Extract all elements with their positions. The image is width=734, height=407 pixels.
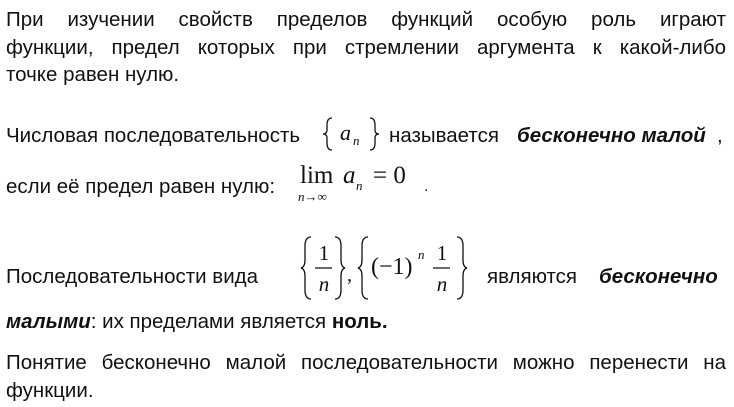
p3-zero: ноль. bbox=[331, 310, 388, 333]
minus-one: (−1) bbox=[371, 254, 413, 280]
lim-eq: = 0 bbox=[373, 162, 406, 189]
frac2-num: 1 bbox=[436, 241, 448, 265]
p3-text-before: Последовательности вида bbox=[6, 265, 259, 288]
p1-line3: точке равен нулю. bbox=[6, 63, 180, 86]
p2-line2: если её предел равен нулю: bbox=[6, 175, 276, 198]
p3-text-are: являются bbox=[487, 265, 578, 288]
seq-sub: n bbox=[353, 133, 360, 148]
sep-comma: , bbox=[347, 264, 352, 286]
frac1-den: n bbox=[318, 272, 330, 296]
p2-comma: , bbox=[717, 124, 723, 147]
seq-var: a bbox=[340, 120, 351, 145]
power-n: n bbox=[418, 247, 425, 262]
lim-var-sub: n bbox=[356, 178, 363, 193]
lim-under: n→∞ bbox=[298, 189, 327, 204]
lim-text: lim bbox=[300, 162, 334, 189]
p3-line2-rest: : их пределами является bbox=[90, 310, 327, 333]
p4-line1: Понятие бесконечно малой последовательности можно перенести на bbox=[6, 351, 726, 374]
p4-line2: функции. bbox=[6, 379, 94, 402]
frac2-den: n bbox=[436, 272, 448, 296]
frac1-num: 1 bbox=[318, 241, 330, 265]
limit-formula bbox=[298, 160, 438, 206]
p1-line2: функции, предел которых при стремлении аргумента к какой-либо bbox=[6, 36, 726, 59]
lim-var: a bbox=[343, 162, 356, 189]
p2-text-before: Числовая последовательность bbox=[6, 124, 301, 147]
p3-term-part2: малыми bbox=[6, 310, 91, 333]
left-brace-icon bbox=[322, 113, 380, 155]
p2-term: бесконечно малой bbox=[517, 124, 706, 147]
p3-term-part1: бесконечно bbox=[599, 265, 718, 288]
p2-text-called: называется bbox=[389, 124, 499, 147]
p3-line2 bbox=[6, 310, 388, 334]
sequence-braces bbox=[322, 113, 380, 161]
p1-line1: При изучении свойств пределов функций особую роль играют bbox=[6, 8, 726, 31]
lim-period: . bbox=[424, 178, 429, 195]
sequences-formula bbox=[300, 234, 470, 302]
